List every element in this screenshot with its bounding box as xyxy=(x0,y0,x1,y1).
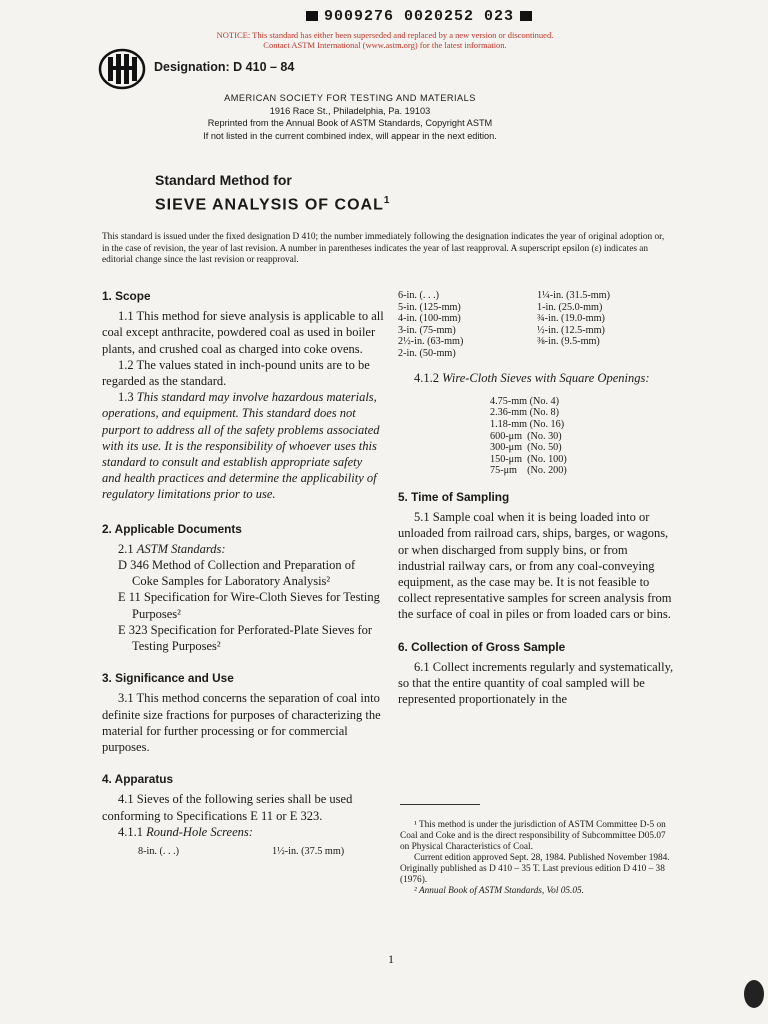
society-index-note: If not listed in the current combined index, will appear in the next edition. xyxy=(203,130,497,141)
round-hole-left-cell: 4-in. (100-mm) xyxy=(398,313,461,325)
wire-cloth-item: 300-μm (No. 50) xyxy=(490,442,562,454)
society-reprint: Reprinted from the Annual Book of ASTM Standards, Copyright ASTM xyxy=(207,118,493,128)
docs-sub-title: ASTM Standards: xyxy=(136,541,226,556)
footnote-1: ¹ This method is under the jurisdiction of ASTM Committee D-5 on Coal and Coke and is the direct responsibility of Subcommittee D05.07 on Physical Characteristics of Coal. xyxy=(400,820,666,852)
scope-p1: 1.1 This method for sieve analysis is applicable to all coal except anthracite, powdered coal as used in boiler plants, and crushed coal as charged into coke ovens. xyxy=(102,309,384,356)
barcode-text: 9009276 0020252 023 xyxy=(324,8,515,25)
title-footnote-ref: 1 xyxy=(383,195,391,206)
docs-sub-num: 2.1 xyxy=(118,541,134,556)
round-hole-row xyxy=(398,302,614,314)
apparatus-sub2-title: Wire-Cloth Sieves with Square Openings: xyxy=(442,370,650,385)
round-hole-row xyxy=(398,325,614,337)
barcode-block-right xyxy=(520,11,532,21)
docs-ref-d346: D 346 Method of Collection and Preparation of Coke Samples for Laboratory Analysis² xyxy=(118,558,356,589)
apparatus-sub1-num: 4.1.1 xyxy=(118,824,143,839)
society-block xyxy=(140,92,560,142)
round-hole-right-cell: 1¼-in. (31.5-mm) xyxy=(537,290,610,301)
designation: Designation: D 410 – 84 xyxy=(154,60,295,74)
right-column xyxy=(398,290,674,707)
footnote-2: ² Annual Book of ASTM Standards, Vol 05.05. xyxy=(414,886,584,896)
wire-cloth-item: 600-μm (No. 30) xyxy=(490,430,562,442)
round-hole-left-cell: 2-in. (50-mm) xyxy=(398,347,456,359)
apparatus-sub1 xyxy=(102,824,384,840)
apparatus-sub2-num: 4.1.2 xyxy=(414,370,439,385)
wire-cloth-item: 1.18-mm (No. 16) xyxy=(490,418,565,430)
docs-sub xyxy=(102,541,384,557)
society-name: AMERICAN SOCIETY FOR TESTING AND MATERIALS xyxy=(224,93,476,103)
round-hole-right-cell xyxy=(537,348,614,360)
wire-cloth-item: 75-μm (No. 200) xyxy=(490,465,567,477)
wire-cloth-item: 4.75-mm (No. 4) xyxy=(490,395,560,407)
footnote-rule xyxy=(400,804,480,805)
title-main: SIEVE ANALYSIS OF COAL xyxy=(155,196,384,214)
time-p1: 5.1 Sample coal when it is being loaded into or unloaded from railroad cars, ships, barges, or wagons, or when discharged from supply bins, or from industrial railway cars, or from any coal-conveying equipment, as the case may be. It is not feasible to collect representative samples for screen analysis from the surface of coal in piles or from loaded cars or bins. xyxy=(398,510,672,622)
round-hole-row xyxy=(398,290,614,302)
title-line2 xyxy=(155,195,390,214)
apparatus-sub1-title: Round-Hole Screens: xyxy=(146,824,253,839)
apparatus-sub2 xyxy=(398,370,674,386)
round-hole-table xyxy=(398,290,614,360)
significance-p1: 3.1 This method concerns the separation of coal into definite size fractions for purposes of characterizing the material for further processing or for commercial purposes. xyxy=(102,691,381,755)
round-hole-left-cell: 3-in. (75-mm) xyxy=(398,324,456,336)
footnote-1b: Current edition approved Sept. 28, 1984. Published November 1984. Originally published as D 410 – 35 T. Last previous edition D 410 – 38 (1976). xyxy=(400,853,670,885)
section-heading-collection: 6. Collection of Gross Sample xyxy=(398,639,566,654)
round-hole-right-cell: ¾-in. (19.0-mm) xyxy=(537,313,605,325)
title-line1: Standard Method for xyxy=(155,172,292,188)
round-hole-right-cell: 1-in. (25.0-mm) xyxy=(537,301,603,313)
wire-cloth-list xyxy=(490,396,674,477)
wire-cloth-item: 2.36-mm (No. 8) xyxy=(490,407,560,419)
round-hole-row xyxy=(398,348,614,360)
society-address: 1916 Race St., Philadelphia, Pa. 19103 xyxy=(269,105,431,116)
barcode-block-left xyxy=(306,11,318,21)
wire-cloth-item: 150-μm (No. 100) xyxy=(490,453,567,465)
collection-p1: 6.1 Collect increments regularly and systematically, so that the entire quantity of coal sampled will be represented proportionately in the xyxy=(398,659,674,707)
scope-p3 xyxy=(102,389,384,502)
notice xyxy=(150,30,620,50)
round-hole-left-cell: 5-in. (125-mm) xyxy=(398,301,461,313)
notice-line2: Contact ASTM International (www.astm.org) for the latest information. xyxy=(263,40,507,50)
issued-note: This standard is issued under the fixed designation D 410; the number immediately following the designation indicates the year of original adoption or, in the case of revision, the year of last revision. A number in parentheses indicates the year of last reapproval. A superscript epsilon (ε) indicates an editorial change since the last revision or reapproval. xyxy=(102,232,665,265)
scope-p3-text: This standard may involve hazardous materials, operations, and equipment. This standard does not purport to address all of the safety problems associated with its use. It is the responsibility of whoever uses this standard to consult and establish appropriate safety and health practices and determine the applicability of regulatory limitations prior to use. xyxy=(102,390,380,502)
astm-logo-icon xyxy=(98,48,146,90)
page-number: 1 xyxy=(388,952,394,966)
round-hole-left-cell: 6-in. (. . .) xyxy=(398,290,440,301)
stamp-mark-icon xyxy=(744,980,764,1008)
docs-ref-e323: E 323 Specification for Perforated-Plate Sieves for Testing Purposes² xyxy=(118,622,373,654)
section-heading-apparatus: 4. Apparatus xyxy=(102,772,174,787)
docs-ref-e11: E 11 Specification for Wire-Cloth Sieves for Testing Purposes² xyxy=(118,590,380,621)
footnotes xyxy=(400,820,674,897)
round-hole-left-cell: 2½-in. (63-mm) xyxy=(398,336,464,348)
barcode xyxy=(300,8,538,25)
round-hole-right-cell: ½-in. (12.5-mm) xyxy=(537,324,605,336)
round-hole-row xyxy=(398,336,614,348)
round-hole-first-row xyxy=(138,846,348,858)
section-heading-scope: 1. Scope xyxy=(102,289,151,303)
round-hole-right-cell: ⅜-in. (9.5-mm) xyxy=(537,336,600,348)
section-heading-time: 5. Time of Sampling xyxy=(398,489,510,504)
apparatus-p1: 4.1 Sieves of the following series shall be used conforming to Specifications E 11 or E 323. xyxy=(102,792,353,823)
notice-line1: NOTICE: This standard has either been superseded and replaced by a new version or discontinued. xyxy=(216,30,554,40)
round-hole-row xyxy=(398,313,614,325)
section-heading-docs: 2. Applicable Documents xyxy=(102,521,242,536)
scope-p3-num: 1.3 xyxy=(118,390,134,405)
left-column xyxy=(102,288,384,858)
round-hole-left-cell: 8-in. (. . .) xyxy=(138,846,180,858)
scope-p2: 1.2 The values stated in inch-pound units are to be regarded as the standard. xyxy=(102,357,370,389)
round-hole-right-cell: 1½-in. (37.5 mm) xyxy=(272,846,345,858)
section-heading-significance: 3. Significance and Use xyxy=(102,671,234,686)
